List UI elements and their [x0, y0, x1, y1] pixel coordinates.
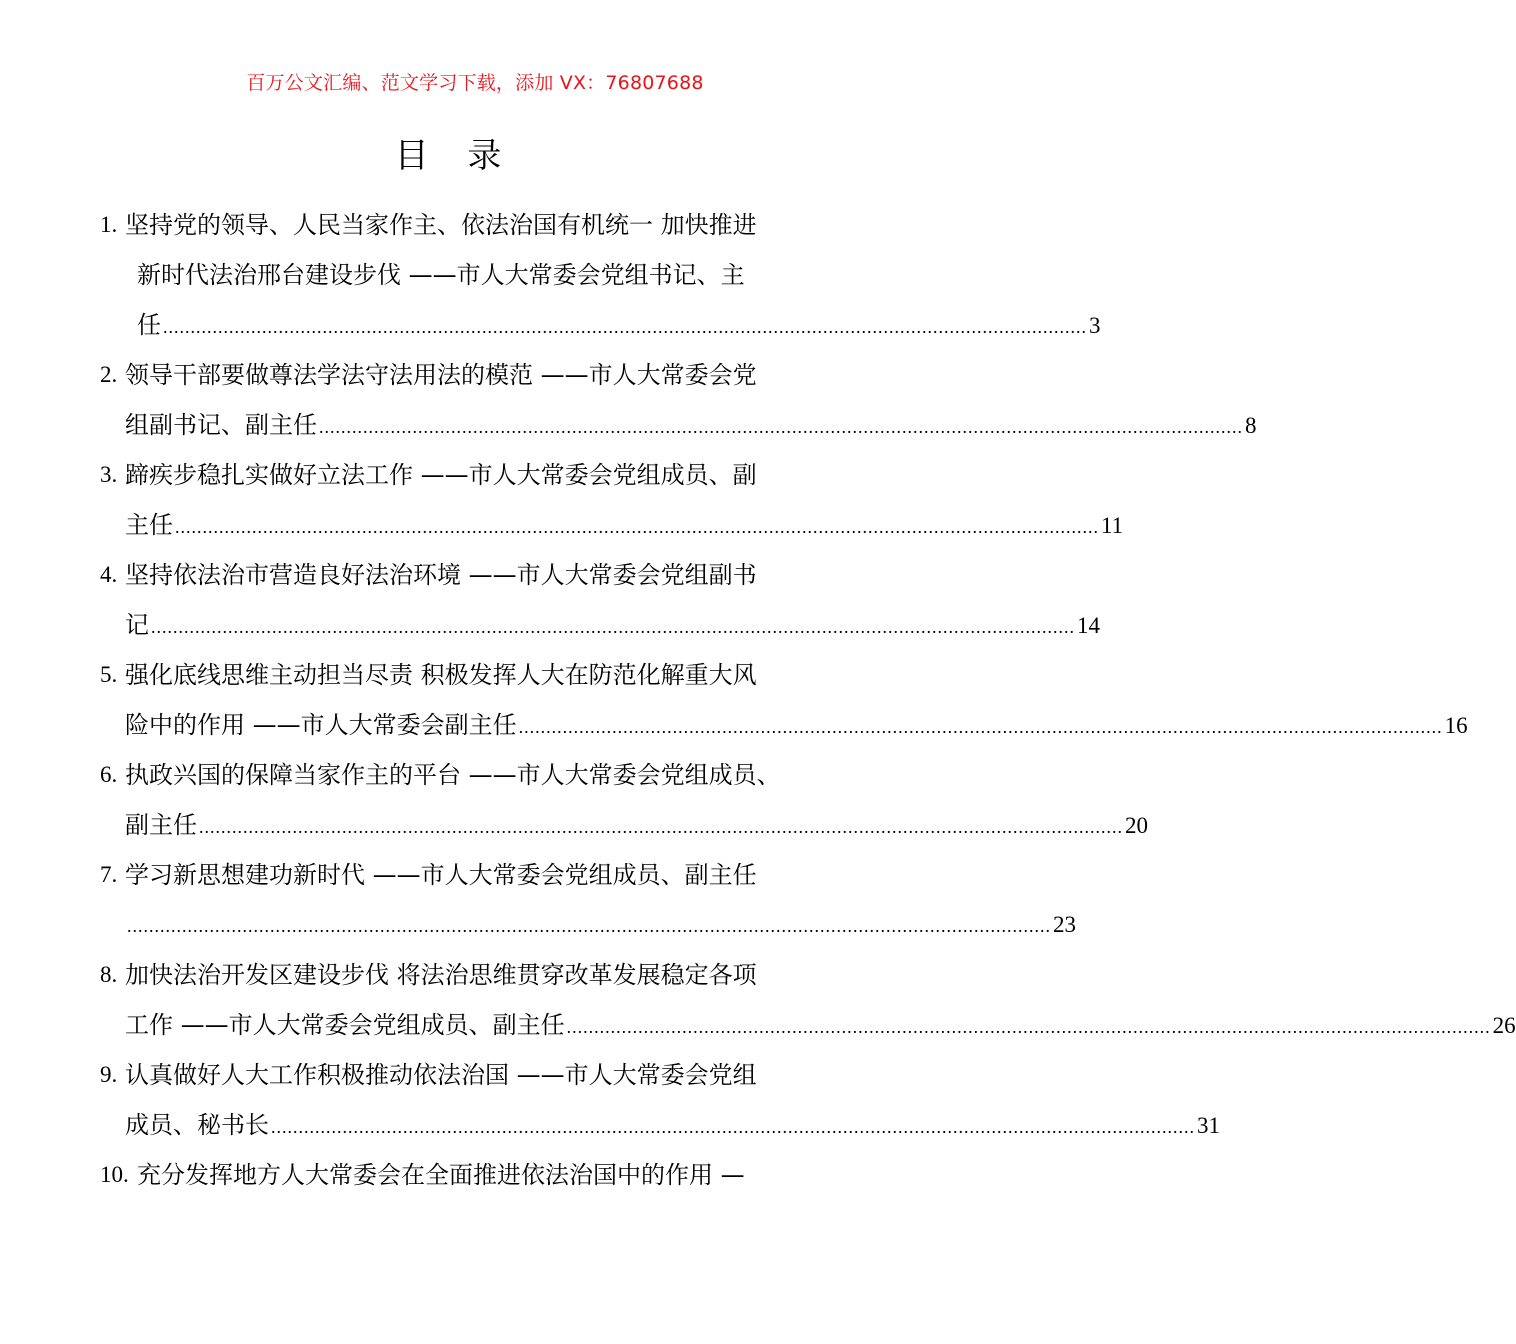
entry-number: 1. — [100, 212, 118, 237]
entry-title-line: 领导干部要做尊法学法守法用法的模范 ——市人大常委会党 — [125, 361, 757, 389]
entry-title-line: 坚持党的领导、人民当家作主、依法治国有机统一 加快推进 — [125, 211, 757, 239]
entry-number: 7. — [100, 862, 118, 887]
page-number: 26 — [1492, 1013, 1516, 1038]
entry-leader-line — [125, 805, 1148, 845]
entry-title-line: 新时代法治邢台建设步伐 ——市人大常委会党组书记、主 — [137, 261, 745, 289]
entry-title-end: 主任 — [125, 511, 173, 539]
entry-number: 9. — [100, 1062, 118, 1087]
dot-leader: ........................................................................................................................................................................ — [127, 916, 1051, 936]
entry-title-end: 成员、秘书长 — [125, 1111, 269, 1139]
page-number: 8 — [1245, 413, 1257, 438]
entry-title-line: 蹄疾步稳扎实做好立法工作 ——市人大常委会党组成员、副 — [125, 461, 757, 489]
page-title: 目 录 — [394, 136, 516, 176]
page-number: 3 — [1089, 313, 1101, 338]
entry-leader-line — [125, 1005, 1516, 1045]
entry-title-line: 认真做好人大工作积极推动依法治国 ——市人大常委会党组 — [125, 1061, 757, 1089]
entry-number: 2. — [100, 362, 118, 387]
entry-title-end: 险中的作用 ——市人大常委会副主任 — [125, 711, 517, 739]
entry-title-end: 任 — [137, 311, 161, 339]
entry-number: 4. — [100, 562, 118, 587]
page-number: 20 — [1125, 813, 1148, 838]
entry-leader-line — [137, 305, 1101, 345]
entry-title-line: 学习新思想建功新时代 ——市人大常委会党组成员、副主任 — [125, 861, 757, 889]
entry-number: 6. — [100, 762, 118, 787]
dot-leader: ........................................................................................................................................................................ — [518, 717, 1443, 737]
page-number: 14 — [1077, 613, 1100, 638]
dot-leader: ........................................................................................................................................................................ — [319, 417, 1243, 437]
entry-leader-line — [125, 605, 1100, 645]
entry-title-line: 加快法治开发区建设步伐 将法治思维贯穿改革发展稳定各项 — [125, 961, 757, 989]
entry-leader-line — [125, 505, 1124, 545]
entry-leader-line — [125, 905, 1076, 945]
dot-leader: ........................................................................................................................................................................ — [566, 1017, 1491, 1037]
entry-title-end: 工作 ——市人大常委会党组成员、副主任 — [125, 1011, 565, 1039]
dot-leader: ........................................................................................................................................................................ — [175, 517, 1099, 537]
entry-title-end: 记 — [125, 611, 149, 639]
entry-number: 3. — [100, 462, 118, 487]
entry-number: 5. — [100, 662, 118, 687]
page-number: 16 — [1444, 713, 1468, 738]
page-number: 23 — [1053, 912, 1076, 937]
entry-title-line: 坚持依法治市营造良好法治环境 ——市人大常委会党组副书 — [125, 561, 757, 589]
entry-number: 10. — [100, 1162, 129, 1187]
dot-leader: ........................................................................................................................................................................ — [163, 317, 1087, 337]
page-number: 31 — [1197, 1113, 1220, 1138]
entry-leader-line — [125, 405, 1257, 445]
entry-title-end: 副主任 — [125, 811, 197, 839]
entry-leader-line — [125, 705, 1468, 745]
dot-leader: ........................................................................................................................................................................ — [199, 817, 1123, 837]
entry-title-line: 执政兴国的保障当家作主的平台 ——市人大常委会党组成员、 — [125, 761, 781, 789]
entry-title-line: 强化底线思维主动担当尽责 积极发挥人大在防范化解重大风 — [125, 661, 757, 689]
entry-number: 8. — [100, 962, 118, 987]
dot-leader: ........................................................................................................................................................................ — [151, 617, 1075, 637]
entry-title-line: 充分发挥地方人大常委会在全面推进依法治国中的作用 — — [137, 1161, 745, 1189]
dot-leader: ........................................................................................................................................................................ — [271, 1117, 1195, 1137]
entry-leader-line — [125, 1105, 1220, 1145]
entry-title-end: 组副书记、副主任 — [125, 411, 317, 439]
download-banner: 百万公文汇编、范文学习下载，添加 VX：76807688 — [246, 72, 704, 94]
page-number: 11 — [1101, 513, 1124, 538]
